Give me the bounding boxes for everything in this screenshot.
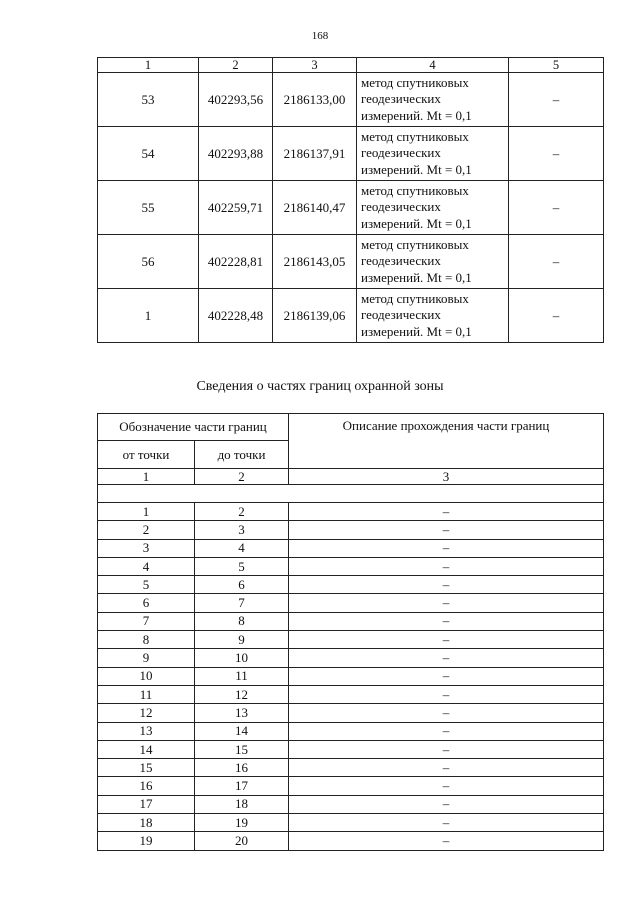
segment-description: –	[289, 740, 604, 758]
point-number: 53	[98, 73, 199, 127]
method-line: геодезических	[361, 253, 441, 269]
to-point: 7	[195, 594, 289, 612]
segment-description: –	[289, 685, 604, 703]
to-point: 3	[195, 521, 289, 539]
table-row	[98, 612, 604, 630]
table-row	[98, 685, 604, 703]
boundary-parts-table	[97, 413, 604, 851]
to-point: 14	[195, 722, 289, 740]
coordinate-y: 2186133,00	[273, 73, 357, 127]
coordinate-y: 2186140,47	[273, 181, 357, 235]
from-point: 11	[98, 685, 195, 703]
table-header-row	[98, 414, 604, 441]
column-number-row	[98, 469, 604, 485]
segment-description: –	[289, 521, 604, 539]
table-row	[98, 503, 604, 521]
note-dash: –	[509, 289, 604, 343]
coordinate-x: 402293,56	[199, 73, 273, 127]
table-row	[98, 649, 604, 667]
method-description	[357, 181, 509, 235]
to-point: 16	[195, 759, 289, 777]
segment-description: –	[289, 777, 604, 795]
note-dash: –	[509, 127, 604, 181]
to-point: 10	[195, 649, 289, 667]
table-header-row	[98, 58, 604, 73]
table-row	[98, 631, 604, 649]
table-row	[98, 235, 604, 289]
method-line: геодезических	[361, 307, 441, 323]
from-point: 12	[98, 704, 195, 722]
point-number: 55	[98, 181, 199, 235]
to-point: 18	[195, 795, 289, 813]
from-point: 6	[98, 594, 195, 612]
from-point: 9	[98, 649, 195, 667]
segment-description: –	[289, 759, 604, 777]
segment-description: –	[289, 631, 604, 649]
segment-description: –	[289, 503, 604, 521]
method-line: измерений. Mt = 0,1	[361, 215, 472, 231]
segment-description: –	[289, 576, 604, 594]
to-point: 13	[195, 704, 289, 722]
table-row	[98, 704, 604, 722]
column-number: 1	[98, 469, 195, 485]
to-point: 19	[195, 814, 289, 832]
method-description	[357, 235, 509, 289]
section-title: Сведения о частях границ охранной зоны	[196, 379, 444, 394]
table-row	[98, 576, 604, 594]
segment-description: –	[289, 832, 604, 850]
to-point: 9	[195, 631, 289, 649]
table-row	[98, 832, 604, 850]
column-number: 5	[509, 58, 604, 73]
method-line: измерений. Mt = 0,1	[361, 269, 472, 285]
table-row	[98, 181, 604, 235]
segment-description: –	[289, 704, 604, 722]
segment-description: –	[289, 612, 604, 630]
coordinate-y: 2186139,06	[273, 289, 357, 343]
from-point: 7	[98, 612, 195, 630]
table-row	[98, 127, 604, 181]
from-point: 13	[98, 722, 195, 740]
to-point: 8	[195, 612, 289, 630]
from-point: 19	[98, 832, 195, 850]
empty-row	[98, 485, 604, 503]
table-row	[98, 594, 604, 612]
to-point: 20	[195, 832, 289, 850]
point-number: 56	[98, 235, 199, 289]
method-line: измерений. Mt = 0,1	[361, 107, 472, 123]
column-number: 2	[195, 469, 289, 485]
header-description: Описание прохождения части границ	[289, 414, 604, 469]
coordinate-x: 402293,88	[199, 127, 273, 181]
from-point: 4	[98, 557, 195, 575]
segment-description: –	[289, 795, 604, 813]
column-number: 2	[199, 58, 273, 73]
segment-description: –	[289, 539, 604, 557]
coordinate-y: 2186137,91	[273, 127, 357, 181]
from-point: 8	[98, 631, 195, 649]
method-description	[357, 289, 509, 343]
coordinate-y: 2186143,05	[273, 235, 357, 289]
point-number: 1	[98, 289, 199, 343]
from-point: 18	[98, 814, 195, 832]
note-dash: –	[509, 235, 604, 289]
to-point: 2	[195, 503, 289, 521]
segment-description: –	[289, 594, 604, 612]
from-point: 16	[98, 777, 195, 795]
column-number: 4	[357, 58, 509, 73]
segment-description: –	[289, 649, 604, 667]
table-row	[98, 777, 604, 795]
table-row	[98, 539, 604, 557]
to-point: 17	[195, 777, 289, 795]
from-point: 3	[98, 539, 195, 557]
to-point: 15	[195, 740, 289, 758]
table-row	[98, 521, 604, 539]
method-line: геодезических	[361, 91, 441, 107]
method-line: измерений. Mt = 0,1	[361, 161, 472, 177]
header-designation: Обозначение части границ	[98, 414, 289, 441]
from-point: 1	[98, 503, 195, 521]
table-row	[98, 740, 604, 758]
segment-description: –	[289, 722, 604, 740]
page-number: 168	[311, 30, 329, 42]
header-to-point: до точки	[195, 441, 289, 469]
method-line: метод спутниковых	[361, 128, 469, 144]
note-dash: –	[509, 73, 604, 127]
segment-description: –	[289, 667, 604, 685]
coordinates-table	[97, 57, 604, 343]
from-point: 10	[98, 667, 195, 685]
from-point: 5	[98, 576, 195, 594]
method-line: геодезических	[361, 199, 441, 215]
method-line: измерений. Mt = 0,1	[361, 323, 472, 339]
table-row	[98, 722, 604, 740]
method-line: геодезических	[361, 145, 441, 161]
to-point: 12	[195, 685, 289, 703]
coordinate-x: 402228,48	[199, 289, 273, 343]
table-row	[98, 557, 604, 575]
from-point: 17	[98, 795, 195, 813]
note-dash: –	[509, 181, 604, 235]
to-point: 11	[195, 667, 289, 685]
to-point: 6	[195, 576, 289, 594]
method-line: метод спутниковых	[361, 236, 469, 252]
table-row	[98, 814, 604, 832]
header-from-point: от точки	[98, 441, 195, 469]
table-row	[98, 795, 604, 813]
coordinate-x: 402259,71	[199, 181, 273, 235]
column-number: 1	[98, 58, 199, 73]
table-row	[98, 73, 604, 127]
table-row	[98, 289, 604, 343]
coordinate-x: 402228,81	[199, 235, 273, 289]
to-point: 4	[195, 539, 289, 557]
method-line: метод спутниковых	[361, 290, 469, 306]
point-number: 54	[98, 127, 199, 181]
segment-description: –	[289, 814, 604, 832]
method-description	[357, 127, 509, 181]
table-row	[98, 667, 604, 685]
from-point: 15	[98, 759, 195, 777]
column-number: 3	[273, 58, 357, 73]
from-point: 14	[98, 740, 195, 758]
to-point: 5	[195, 557, 289, 575]
table-row	[98, 759, 604, 777]
column-number: 3	[289, 469, 604, 485]
method-line: метод спутниковых	[361, 182, 469, 198]
method-line: метод спутниковых	[361, 74, 469, 90]
from-point: 2	[98, 521, 195, 539]
segment-description: –	[289, 557, 604, 575]
method-description	[357, 73, 509, 127]
empty-cell	[98, 485, 604, 503]
